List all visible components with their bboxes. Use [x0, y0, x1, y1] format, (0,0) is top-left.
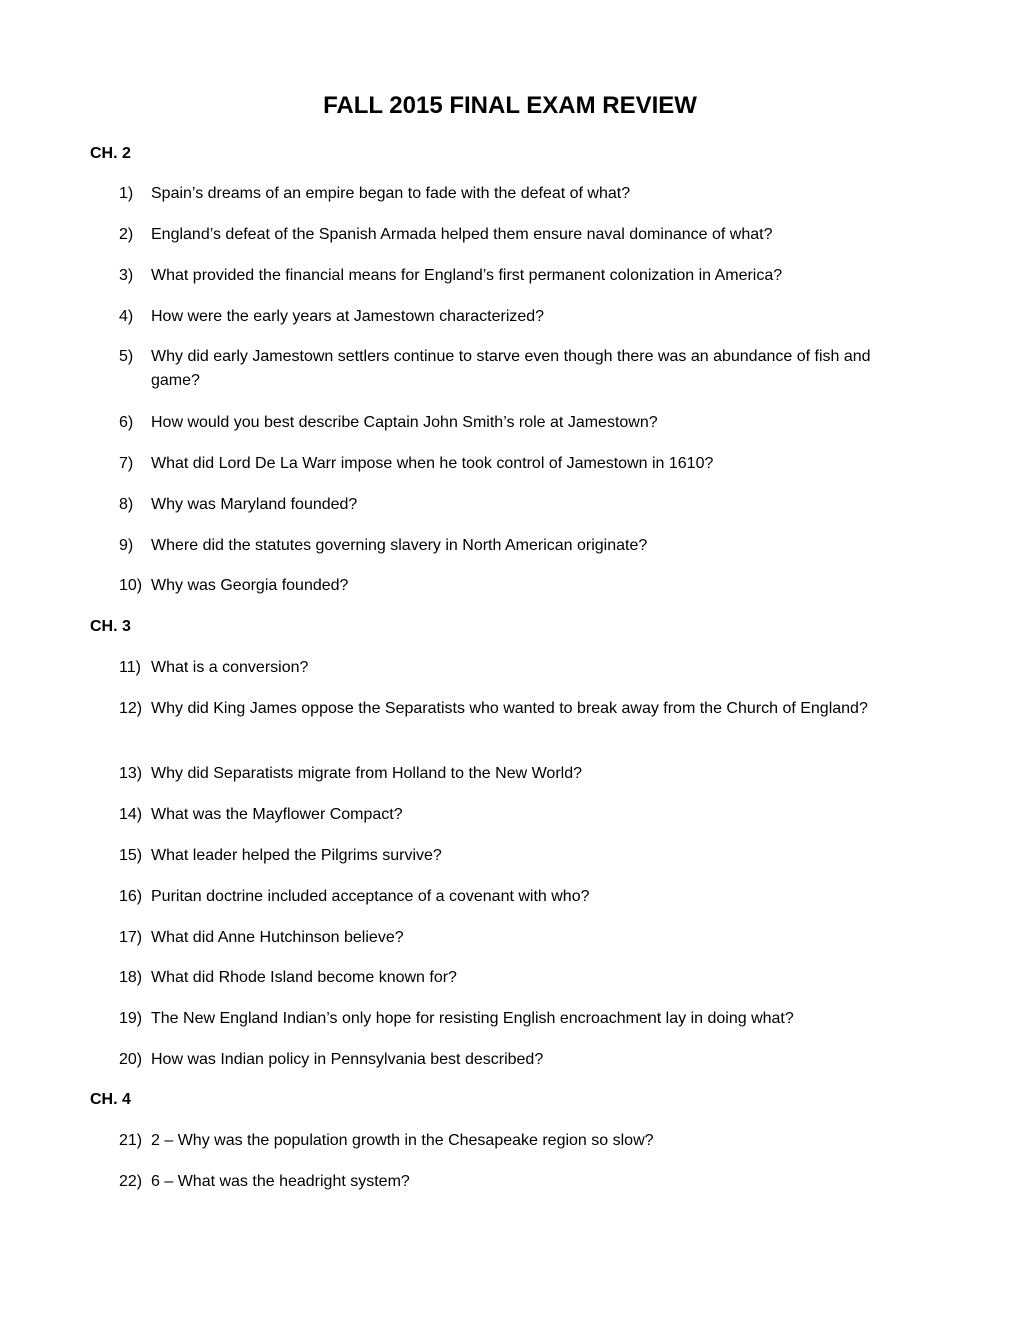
- question-text: What was the Mayflower Compact?: [151, 806, 403, 823]
- question-number: 17): [119, 929, 143, 946]
- question-12: [119, 697, 919, 721]
- question-number: 2): [119, 226, 134, 243]
- section-heading-ch4: CH. 4: [90, 1091, 131, 1108]
- question-14: [119, 803, 919, 827]
- question-text: The New England Indian’s only hope for resisting English encroachment lay in doing what?: [151, 1010, 794, 1027]
- question-text: What is a conversion?: [151, 659, 309, 676]
- question-text: Why did King James oppose the Separatists who wanted to break away from the Church of England?: [151, 700, 868, 717]
- question-text: What provided the financial means for England’s first permanent colonization in America?: [151, 267, 783, 284]
- question-number: 13): [119, 765, 143, 782]
- question-6: [119, 411, 919, 435]
- question-number: 16): [119, 888, 143, 905]
- question-number: 20): [119, 1051, 143, 1068]
- question-text: What leader helped the Pilgrims survive?: [151, 847, 442, 864]
- question-1: [119, 182, 919, 206]
- question-4: [119, 305, 919, 329]
- section-heading-ch2: CH. 2: [90, 145, 131, 162]
- question-20: [119, 1048, 919, 1072]
- question-5: [119, 345, 919, 393]
- question-number: 12): [119, 700, 143, 717]
- question-text: What did Anne Hutchinson believe?: [151, 929, 404, 946]
- question-text: Why did early Jamestown settlers continue to starve even though there was an abundance of fish and game?: [151, 348, 871, 389]
- question-21: [119, 1129, 919, 1153]
- question-number: 4): [119, 308, 134, 325]
- question-text: Why was Maryland founded?: [151, 496, 358, 513]
- question-text: How would you best describe Captain John Smith’s role at Jamestown?: [151, 414, 658, 431]
- question-number: 9): [119, 537, 134, 554]
- question-17: [119, 926, 919, 950]
- question-3: [119, 264, 919, 288]
- section-heading-ch3: CH. 3: [90, 618, 131, 635]
- question-text: Puritan doctrine included acceptance of a covenant with who?: [151, 888, 590, 905]
- question-number: 8): [119, 496, 134, 513]
- question-7: [119, 452, 919, 476]
- question-text: Why was Georgia founded?: [151, 577, 349, 594]
- question-number: 21): [119, 1132, 143, 1149]
- question-number: 18): [119, 969, 143, 986]
- question-number: 7): [119, 455, 134, 472]
- question-text: Where did the statutes governing slavery in North American originate?: [151, 537, 648, 554]
- question-13: [119, 762, 919, 786]
- question-text: What did Lord De La Warr impose when he took control of Jamestown in 1610?: [151, 455, 714, 472]
- question-22: [119, 1170, 919, 1194]
- question-number: 6): [119, 414, 134, 431]
- question-text: Spain’s dreams of an empire began to fade with the defeat of what?: [151, 185, 631, 202]
- question-number: 14): [119, 806, 143, 823]
- question-8: [119, 493, 919, 517]
- question-number: 11): [119, 659, 141, 676]
- question-9: [119, 534, 919, 558]
- question-number: 1): [119, 185, 134, 202]
- question-16: [119, 885, 919, 909]
- question-number: 19): [119, 1010, 143, 1027]
- question-number: 22): [119, 1173, 143, 1190]
- question-text: What did Rhode Island become known for?: [151, 969, 457, 986]
- question-2: [119, 223, 919, 247]
- question-text: How was Indian policy in Pennsylvania best described?: [151, 1051, 544, 1068]
- question-10: [119, 574, 919, 598]
- question-15: [119, 844, 919, 868]
- question-number: 3): [119, 267, 134, 284]
- question-number: 15): [119, 847, 143, 864]
- page-title: FALL 2015 FINAL EXAM REVIEW: [323, 92, 697, 119]
- question-number: 10): [119, 577, 143, 594]
- question-text: 6 – What was the headright system?: [151, 1173, 410, 1190]
- question-18: [119, 966, 919, 990]
- question-text: Why did Separatists migrate from Holland to the New World?: [151, 765, 582, 782]
- question-text: England’s defeat of the Spanish Armada helped them ensure naval dominance of what?: [151, 226, 773, 243]
- question-number: 5): [119, 348, 134, 365]
- question-19: [119, 1007, 919, 1031]
- question-text: How were the early years at Jamestown characterized?: [151, 308, 545, 325]
- question-11: [119, 656, 919, 680]
- question-text: 2 – Why was the population growth in the Chesapeake region so slow?: [151, 1132, 654, 1149]
